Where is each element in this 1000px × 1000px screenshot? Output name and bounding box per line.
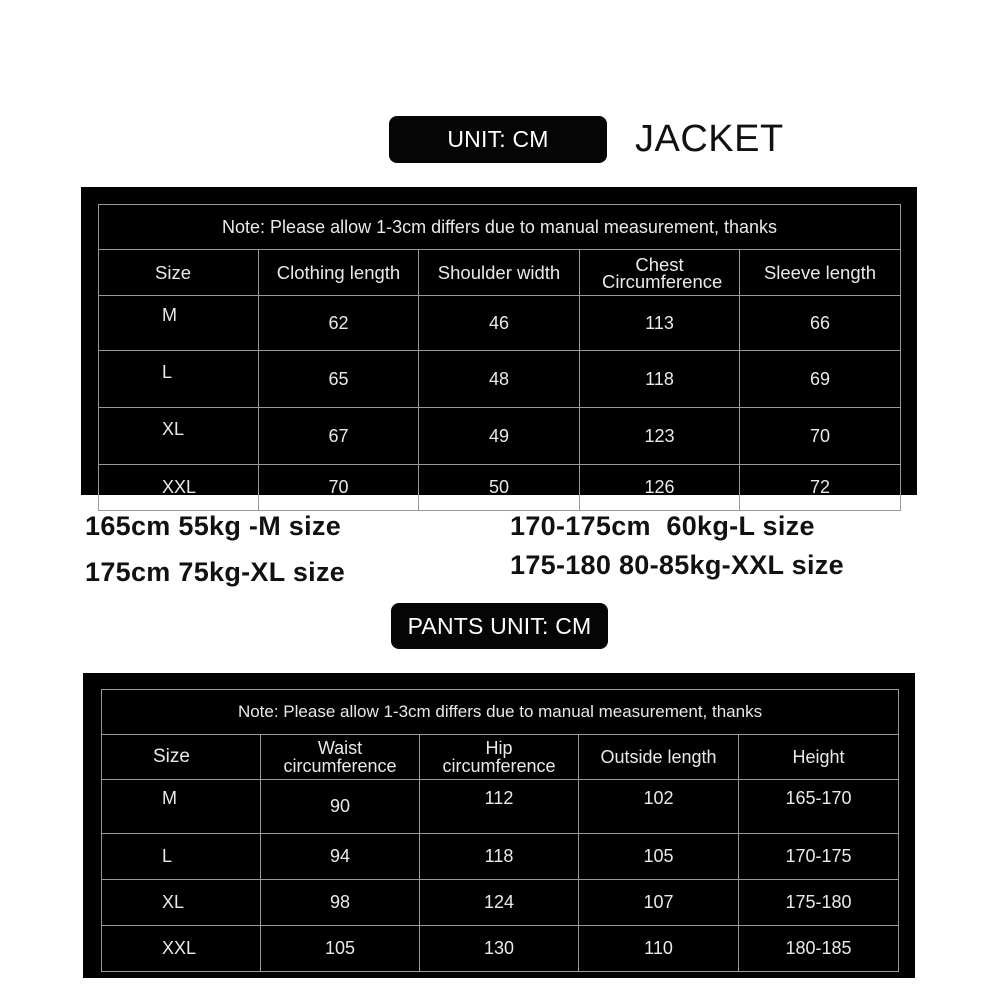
shoulder-width-cell: 46 [419,296,580,351]
jacket-header-size: Size [99,250,259,296]
sleeve-length-cell: 70 [740,408,901,465]
size-cell: XL [99,408,259,465]
waist-cell: 90 [261,780,420,834]
shoulder-width-cell: 49 [419,408,580,465]
pants-header-outside-length: Outside length [579,735,739,780]
height-cell: 175-180 [739,880,899,926]
size-cell: XL [102,880,261,926]
jacket-unit-label: UNIT: CM [447,126,549,152]
chest-cell: 126 [580,465,740,511]
hip-cell: 130 [420,926,579,972]
height-cell: 180-185 [739,926,899,972]
jacket-header-sleeve-length: Sleeve length [740,250,901,296]
pants-header-size: Size [102,735,261,780]
jacket-header-shoulder-width: Shoulder width [419,250,580,296]
shoulder-width-cell: 48 [419,351,580,408]
jacket-size-chart [81,187,917,495]
sleeve-length-cell: 66 [740,296,901,351]
clothing-length-cell: 70 [259,465,419,511]
fit-guide-xl: 175cm 75kg-XL size [85,557,346,587]
jacket-header-clothing-length: Clothing length [259,250,419,296]
size-cell: XXL [99,465,259,511]
jacket-header-chest-circumference: Chest Circumference [580,250,740,296]
pants-note: Note: Please allow 1-3cm differs due to manual measurement, thanks [102,690,899,735]
waist-cell: 94 [261,834,420,880]
size-cell: XXL [102,926,261,972]
sleeve-length-cell: 69 [740,351,901,408]
table-row [99,408,901,465]
pants-unit-label: PANTS UNIT: CM [407,612,592,639]
sleeve-length-cell: 72 [740,465,901,511]
table-row [102,834,899,880]
clothing-length-cell: 67 [259,408,419,465]
table-row [102,880,899,926]
table-row [102,926,899,972]
table-row [99,296,901,351]
chest-cell: 123 [580,408,740,465]
height-cell: 170-175 [739,834,899,880]
outside-length-cell: 107 [579,880,739,926]
table-row [102,780,899,834]
chest-cell: 118 [580,351,740,408]
size-cell: L [99,351,259,408]
outside-length-cell: 105 [579,834,739,880]
pants-header-hip: Hip circumference [420,735,579,780]
hip-cell: 124 [420,880,579,926]
chest-cell: 113 [580,296,740,351]
pants-size-table [101,689,899,972]
outside-length-cell: 110 [579,926,739,972]
clothing-length-cell: 62 [259,296,419,351]
fit-guide-l: 170-175cm 60kg-L size [510,511,815,541]
waist-cell: 105 [261,926,420,972]
fit-guide-xxl: 175-180 80-85kg-XXL size [510,550,844,580]
height-cell: 165-170 [739,780,899,834]
waist-cell: 98 [261,880,420,926]
jacket-unit-badge [389,116,607,163]
pants-header-height: Height [739,735,899,780]
hip-cell: 118 [420,834,579,880]
outside-length-cell: 102 [579,780,739,834]
size-cell: M [102,780,261,834]
pants-header-waist: Waist circumference [261,735,420,780]
size-cell: L [102,834,261,880]
table-row [99,351,901,408]
size-cell: M [99,296,259,351]
jacket-title: JACKET [635,118,784,160]
jacket-note: Note: Please allow 1-3cm differs due to manual measurement, thanks [99,205,901,250]
fit-guide-m: 165cm 55kg -M size [85,511,342,541]
pants-unit-badge [391,603,608,649]
shoulder-width-cell: 50 [419,465,580,511]
pants-size-chart [83,673,915,978]
hip-cell: 112 [420,780,579,834]
jacket-size-table [98,204,901,511]
table-row [99,465,901,511]
clothing-length-cell: 65 [259,351,419,408]
